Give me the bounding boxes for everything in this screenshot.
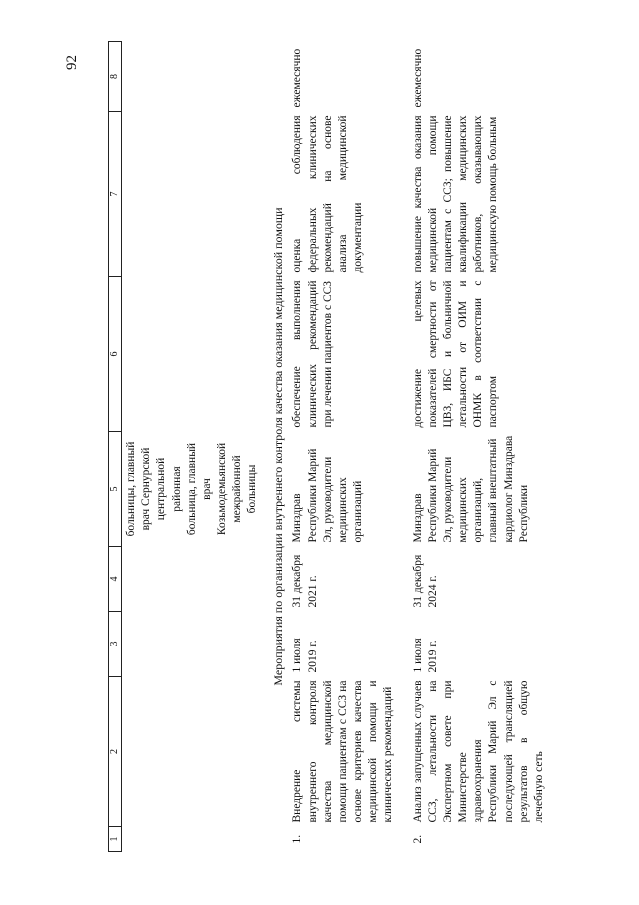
- section-title-row: [267, 42, 291, 852]
- indicator: повышение качества оказания медицинской помощи пациентам с ССЗ; повышение квалификации медицинских работников, оказывающих медицинскую помощь больным: [411, 115, 500, 273]
- table-row: [290, 42, 410, 852]
- responsible: Минздрав Республики Марий Эл, руководители медицинских организаций, главный внештатный кардиолог Минздрава Республики: [411, 435, 530, 543]
- table-row: [411, 42, 548, 852]
- section-title: Мероприятия по организации внутреннего контроля качества оказания медицинской помощи: [270, 207, 285, 686]
- responsible: Минздрав Республики Марий Эл, руководители медицинских организаций: [291, 448, 365, 543]
- col-num-7: 7: [109, 112, 122, 277]
- column-number-row: [109, 42, 122, 852]
- col-num-3: 3: [109, 612, 122, 677]
- row-number: 2.: [411, 834, 424, 844]
- frequency: ежемесячно: [411, 48, 424, 108]
- col-num-1: 1: [109, 827, 122, 852]
- end-date: 31 декабря 2024 г.: [411, 554, 439, 608]
- continuation-responsible: больницы, главный врач Сернурской центральной районная больница, главный врач Козьмодемьянской межрайонной больницы: [125, 441, 259, 537]
- start-date: 1 июля 2019 г.: [411, 638, 439, 673]
- measure-name: Внедрение системы внутреннего контроля качества медицинской помощи пациентам с ССЗ на основе критериев качества медицинской помощи и клинических рекомендаций: [291, 680, 395, 823]
- col-num-5: 5: [109, 432, 122, 547]
- col-num-6: 6: [109, 277, 122, 432]
- measure-name: Анализ запущенных случаев ССЗ, летальности на Экспертном совете при Министерстве здравоохранения Республики Марий Эл с последующей трансляцией результатов в общую лечебную сеть: [411, 680, 545, 823]
- measures-table: [108, 41, 547, 852]
- col-num-2: 2: [109, 677, 122, 827]
- page-number: 92: [64, 55, 80, 70]
- col-num-8: 8: [109, 42, 122, 112]
- rotated-table-sheet: [108, 42, 545, 852]
- row-number: 1.: [291, 834, 304, 844]
- end-date: 31 декабря 2021 г.: [291, 554, 319, 608]
- col-num-4: 4: [109, 547, 122, 612]
- expected-result: обеспечение выполнения клинических рекомендаций при лечении пациентов с ССЗ: [291, 280, 334, 428]
- expected-result: достижение целевых показателей смертности от ЦВЗ, ИБС и больничной летальности от ОИМ и ОНМК в соответствии с паспортом: [411, 280, 500, 428]
- continuation-row: [122, 42, 267, 852]
- indicator: оценка соблюдения федеральных клинических рекомендаций на основе анализа медицинской документации: [291, 115, 365, 273]
- frequency: ежемесячно: [291, 48, 304, 108]
- start-date: 1 июля 2019 г.: [291, 638, 319, 673]
